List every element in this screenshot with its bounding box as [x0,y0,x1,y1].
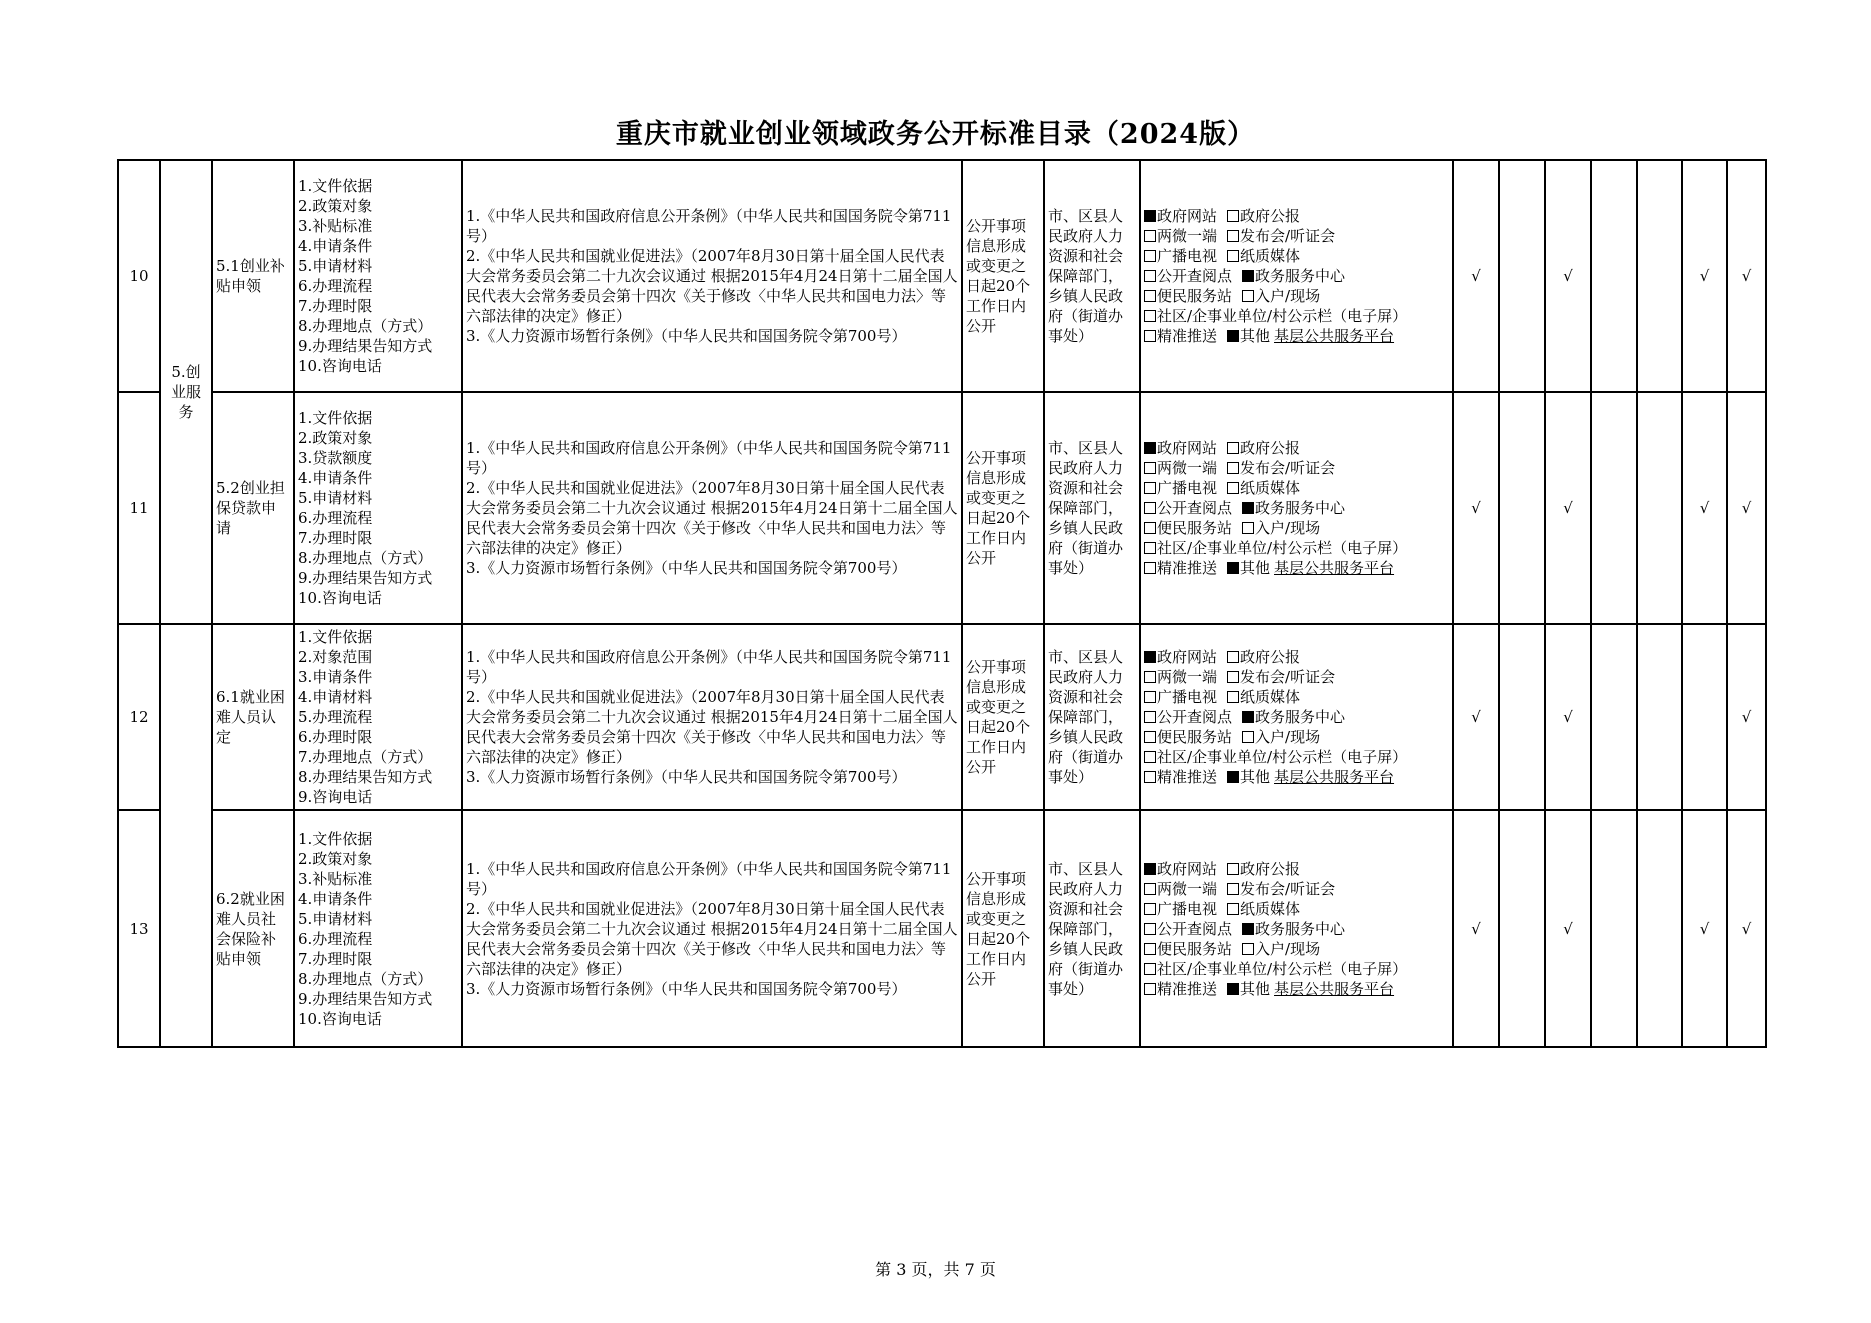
category-cell: 5.创业服务 [160,160,212,624]
check-cell [1499,392,1545,624]
check-cell [1727,624,1766,810]
unchecked-box-icon [1144,983,1156,995]
content-item: 4.申请条件 [298,237,373,255]
channel-label: 公开查阅点 [1157,267,1233,285]
channel-line [1144,518,1449,538]
channel-line [1144,326,1449,346]
unchecked-box-icon [1227,863,1239,875]
unchecked-box-icon [1144,963,1156,975]
channel-label: 政务服务中心 [1255,267,1346,285]
content-item: 5.申请材料 [298,909,373,928]
unchecked-box-icon [1144,671,1156,683]
check-mark-icon: √ [1699,919,1710,938]
content-item: 2.对象范围 [298,648,373,666]
content-item: 9.办理结果告知方式 [298,569,433,587]
check-cell [1591,392,1637,624]
content-item: 8.办理结果告知方式 [298,768,433,786]
channel-list [1140,810,1453,1047]
content-item: 5.办理流程 [298,708,373,726]
content-item: 4.申请条件 [298,889,373,908]
page-footer: 第 3 页，共 7 页 [875,1260,996,1279]
unchecked-box-icon [1227,691,1239,703]
basis-item: 3.《人力资源市场暂行条例》（中华人民共和国国务院令第700号） [466,559,907,577]
unchecked-box-icon [1227,250,1239,262]
unchecked-box-icon [1227,903,1239,915]
channel-label: 两微一端 [1157,668,1218,686]
channel-line [1144,727,1449,747]
content-item: 3.申请条件 [298,668,373,686]
basis-item: 3.《人力资源市场暂行条例》（中华人民共和国国务院令第700号） [466,768,907,786]
check-cell [1591,810,1637,1047]
check-cell [1545,624,1591,810]
unchecked-box-icon [1227,442,1239,454]
channel-label: 发布会/听证会 [1240,227,1336,245]
channel-line [1144,478,1449,498]
unchecked-box-icon [1144,330,1156,342]
checked-box-icon [1227,330,1239,342]
channel-label: 便民服务站 [1157,939,1233,958]
unchecked-box-icon [1144,923,1156,935]
check-cell [1591,624,1637,810]
channel-line [1144,979,1449,999]
channel-list [1140,160,1453,392]
check-mark-icon: √ [1699,267,1710,285]
channel-label: 其他 [1240,327,1271,345]
check-cell [1499,160,1545,392]
check-mark-icon: √ [1471,919,1481,938]
content-item: 8.办理地点（方式） [298,549,433,567]
channel-label: 政府公报 [1240,648,1301,666]
channel-line [1144,707,1449,727]
item-name: 5.2创业担保贷款申请 [212,392,294,624]
channel-label: 其他 [1240,979,1271,998]
check-cell [1499,810,1545,1047]
content-item: 3.补贴标准 [298,217,373,235]
basis-item: 1.《中华人民共和国政府信息公开条例》（中华人民共和国国务院令第711号） [466,859,952,898]
unchecked-box-icon [1144,310,1156,322]
channel-line [1144,438,1449,458]
channel-line [1144,939,1449,959]
check-mark-icon: √ [1563,919,1573,938]
unchecked-box-icon [1144,522,1156,534]
content-list [294,392,462,624]
channel-label: 入户/现场 [1255,287,1321,305]
unchecked-box-icon [1242,290,1254,302]
content-item: 6.办理流程 [298,509,373,527]
category-cell [160,624,212,1047]
disclosure-time: 公开事项信息形成或变更之日起20个工作日内公开 [962,624,1044,810]
unchecked-box-icon [1144,751,1156,763]
table-row [118,810,1766,1047]
channel-line [1144,859,1449,879]
content-item: 9.咨询电话 [298,788,373,806]
unchecked-box-icon [1144,290,1156,302]
check-cell [1453,160,1499,392]
unchecked-box-icon [1144,711,1156,723]
channel-label: 政府网站 [1157,859,1218,878]
channel-line [1144,458,1449,478]
table-row [118,624,1766,810]
channel-line [1144,206,1449,226]
content-item: 7.办理时限 [298,949,373,968]
check-mark-icon: √ [1741,267,1752,285]
check-mark-icon: √ [1471,499,1481,517]
channel-label: 发布会/听证会 [1240,668,1336,686]
channel-label: 两微一端 [1157,879,1218,898]
content-item: 2.政策对象 [298,849,373,868]
check-cell [1545,392,1591,624]
row-number: 10 [118,160,160,392]
channel-label: 政务服务中心 [1255,708,1346,726]
check-cell [1453,624,1499,810]
check-cell [1591,160,1637,392]
disclosure-subject: 市、区县人民政府人力资源和社会保障部门，乡镇人民政府（街道办事处） [1044,160,1140,392]
content-item: 3.贷款额度 [298,449,373,467]
content-list [294,810,462,1047]
check-mark-icon: √ [1471,267,1481,285]
unchecked-box-icon [1144,943,1156,955]
channel-label: 政府网站 [1157,439,1218,457]
unchecked-box-icon [1227,883,1239,895]
channel-label: 发布会/听证会 [1240,459,1336,477]
content-item: 6.办理时限 [298,728,373,746]
check-cell [1637,810,1682,1047]
channel-line [1144,498,1449,518]
channel-label: 社区/企事业单位/村公示栏（电子屏） [1157,307,1408,325]
channel-line [1144,667,1449,687]
channel-label: 纸质媒体 [1240,479,1301,497]
channel-label: 便民服务站 [1157,728,1233,746]
channel-label: 社区/企事业单位/村公示栏（电子屏） [1157,748,1408,766]
catalog-table [117,159,1767,1048]
item-name: 5.1创业补贴申领 [212,160,294,392]
disclosure-subject: 市、区县人民政府人力资源和社会保障部门，乡镇人民政府（街道办事处） [1044,624,1140,810]
unchecked-box-icon [1227,671,1239,683]
checked-box-icon [1242,711,1254,723]
basis-item: 1.《中华人民共和国政府信息公开条例》（中华人民共和国国务院令第711号） [466,648,952,686]
content-item: 4.申请条件 [298,469,373,487]
disclosure-time: 公开事项信息形成或变更之日起20个工作日内公开 [962,392,1044,624]
channel-list [1140,392,1453,624]
disclosure-subject: 市、区县人民政府人力资源和社会保障部门，乡镇人民政府（街道办事处） [1044,392,1140,624]
channel-label: 发布会/听证会 [1240,879,1336,898]
channel-label: 社区/企事业单位/村公示栏（电子屏） [1157,539,1408,557]
check-cell [1727,392,1766,624]
channel-label: 两微一端 [1157,459,1218,477]
channel-label: 广播电视 [1157,899,1218,918]
channel-label: 广播电视 [1157,247,1218,265]
check-cell [1499,624,1545,810]
content-item: 5.申请材料 [298,257,373,275]
channel-line [1144,919,1449,939]
content-item: 2.政策对象 [298,197,373,215]
basis-item: 3.《人力资源市场暂行条例》（中华人民共和国国务院令第700号） [466,979,907,998]
basis-item: 2.《中华人民共和国就业促进法》（2007年8月30日第十届全国人民代表大会常务委员会第二十九次会议通过 根据2015年4月24日第十二届全国人民代表大会常务委员会第十四次《关于修改〈中华人民共和国电力法〉等六部法律的决定》修正） [466,899,958,978]
channel-label: 精准推送 [1157,327,1218,345]
channel-line [1144,286,1449,306]
content-item: 3.补贴标准 [298,869,373,888]
unchecked-box-icon [1144,562,1156,574]
channel-label: 广播电视 [1157,479,1218,497]
unchecked-box-icon [1144,502,1156,514]
disclosure-time: 公开事项信息形成或变更之日起20个工作日内公开 [962,810,1044,1047]
channel-label: 入户/现场 [1255,728,1321,746]
checked-box-icon [1144,442,1156,454]
checked-box-icon [1144,651,1156,663]
check-mark-icon: √ [1741,499,1752,517]
check-cell [1727,160,1766,392]
basis-item: 1.《中华人民共和国政府信息公开条例》（中华人民共和国国务院令第711号） [466,439,952,477]
check-cell [1727,810,1766,1047]
content-item: 6.办理流程 [298,929,373,948]
channel-label: 公开查阅点 [1157,499,1233,517]
check-mark-icon: √ [1563,708,1573,726]
table-row [118,392,1766,624]
channel-label: 政府网站 [1157,207,1218,225]
other-channel-text: 基层公共服务平台 [1274,979,1395,998]
unchecked-box-icon [1144,771,1156,783]
unchecked-box-icon [1227,651,1239,663]
channel-line [1144,959,1449,979]
basis-item: 2.《中华人民共和国就业促进法》（2007年8月30日第十届全国人民代表大会常务委员会第二十九次会议通过 根据2015年4月24日第十二届全国人民代表大会常务委员会第十四次《关于修改〈中华人民共和国电力法〉等六部法律的决定》修正） [466,479,958,557]
unchecked-box-icon [1227,482,1239,494]
channel-line [1144,306,1449,326]
content-item: 9.办理结果告知方式 [298,989,433,1008]
check-cell [1637,392,1682,624]
check-cell [1637,624,1682,810]
unchecked-box-icon [1144,691,1156,703]
checked-box-icon [1227,983,1239,995]
content-item: 10.咨询电话 [298,589,382,607]
unchecked-box-icon [1144,462,1156,474]
check-mark-icon: √ [1563,499,1573,517]
unchecked-box-icon [1144,270,1156,282]
channel-label: 便民服务站 [1157,519,1233,537]
disclosure-subject: 市、区县人民政府人力资源和社会保障部门，乡镇人民政府（街道办事处） [1044,810,1140,1047]
check-mark-icon: √ [1471,708,1481,726]
content-item: 5.申请材料 [298,489,373,507]
channel-label: 入户/现场 [1255,939,1321,958]
checked-box-icon [1242,502,1254,514]
row-number: 12 [118,624,160,810]
page-title: 重庆市就业创业领域政务公开标准目录（2024版） [615,119,1256,150]
channel-line [1144,226,1449,246]
unchecked-box-icon [1144,903,1156,915]
other-channel-text: 基层公共服务平台 [1274,327,1395,345]
other-channel-text: 基层公共服务平台 [1274,768,1395,786]
unchecked-box-icon [1242,943,1254,955]
content-item: 8.办理地点（方式） [298,317,433,335]
checked-box-icon [1227,562,1239,574]
basis-item: 2.《中华人民共和国就业促进法》（2007年8月30日第十届全国人民代表大会常务委员会第二十九次会议通过 根据2015年4月24日第十二届全国人民代表大会常务委员会第十四次《关于修改〈中华人民共和国电力法〉等六部法律的决定》修正） [466,247,958,325]
basis-list [462,160,962,392]
check-mark-icon: √ [1563,267,1573,285]
basis-list [462,810,962,1047]
item-name: 6.2就业困难人员社会保险补贴申领 [212,810,294,1047]
channel-line [1144,687,1449,707]
check-cell [1545,810,1591,1047]
row-number: 13 [118,810,160,1047]
channel-label: 其他 [1240,559,1271,577]
checked-box-icon [1144,210,1156,222]
unchecked-box-icon [1144,482,1156,494]
unchecked-box-icon [1227,210,1239,222]
content-item: 1.文件依据 [298,829,373,848]
basis-list [462,392,962,624]
unchecked-box-icon [1144,250,1156,262]
channel-label: 精准推送 [1157,559,1218,577]
content-item: 7.办理地点（方式） [298,748,433,766]
channel-label: 政府公报 [1240,439,1301,457]
unchecked-box-icon [1227,462,1239,474]
unchecked-box-icon [1227,230,1239,242]
channel-label: 纸质媒体 [1240,247,1301,265]
channel-list [1140,624,1453,810]
channel-label: 政府公报 [1240,859,1301,878]
basis-item: 1.《中华人民共和国政府信息公开条例》（中华人民共和国国务院令第711号） [466,207,952,245]
content-item: 1.文件依据 [298,628,373,646]
check-mark-icon: √ [1741,708,1752,726]
basis-list [462,624,962,810]
content-list [294,624,462,810]
channel-line [1144,767,1449,787]
channel-label: 纸质媒体 [1240,688,1301,706]
channel-label: 社区/企事业单位/村公示栏（电子屏） [1157,959,1408,978]
channel-line [1144,558,1449,578]
table-row [118,160,1766,392]
channel-label: 政务服务中心 [1255,919,1346,938]
unchecked-box-icon [1242,731,1254,743]
content-item: 10.咨询电话 [298,1009,382,1028]
channel-label: 精准推送 [1157,979,1218,998]
content-item: 7.办理时限 [298,297,373,315]
content-item: 4.申请材料 [298,688,373,706]
content-item: 6.办理流程 [298,277,373,295]
basis-item: 2.《中华人民共和国就业促进法》（2007年8月30日第十届全国人民代表大会常务委员会第二十九次会议通过 根据2015年4月24日第十二届全国人民代表大会常务委员会第十四次《关于修改〈中华人民共和国电力法〉等六部法律的决定》修正） [466,688,958,766]
content-list [294,160,462,392]
channel-label: 政务服务中心 [1255,499,1346,517]
unchecked-box-icon [1144,230,1156,242]
check-mark-icon: √ [1741,919,1752,938]
channel-label: 公开查阅点 [1157,708,1233,726]
channel-label: 两微一端 [1157,227,1218,245]
check-cell [1682,160,1727,392]
channel-label: 精准推送 [1157,768,1218,786]
content-item: 10.咨询电话 [298,357,382,375]
channel-line [1144,747,1449,767]
item-name: 6.1就业困难人员认定 [212,624,294,810]
unchecked-box-icon [1242,522,1254,534]
unchecked-box-icon [1144,731,1156,743]
check-cell [1682,624,1727,810]
check-cell [1453,810,1499,1047]
content-item: 2.政策对象 [298,429,373,447]
content-item: 8.办理地点（方式） [298,969,433,988]
channel-label: 入户/现场 [1255,519,1321,537]
other-channel-text: 基层公共服务平台 [1274,559,1395,577]
channel-label: 其他 [1240,768,1271,786]
content-item: 1.文件依据 [298,409,373,427]
channel-label: 政府公报 [1240,207,1301,225]
row-number: 11 [118,392,160,624]
check-cell [1682,810,1727,1047]
channel-line [1144,538,1449,558]
channel-label: 纸质媒体 [1240,899,1301,918]
basis-item: 3.《人力资源市场暂行条例》（中华人民共和国国务院令第700号） [466,327,907,345]
checked-box-icon [1227,771,1239,783]
checked-box-icon [1242,270,1254,282]
content-item: 1.文件依据 [298,177,373,195]
channel-line [1144,879,1449,899]
unchecked-box-icon [1144,883,1156,895]
content-item: 7.办理时限 [298,529,373,547]
channel-line [1144,899,1449,919]
channel-label: 便民服务站 [1157,287,1233,305]
checked-box-icon [1144,863,1156,875]
check-cell [1453,392,1499,624]
content-item: 9.办理结果告知方式 [298,337,433,355]
check-cell [1637,160,1682,392]
channel-line [1144,647,1449,667]
channel-line [1144,246,1449,266]
check-cell [1682,392,1727,624]
channel-label: 政府网站 [1157,648,1218,666]
channel-label: 广播电视 [1157,688,1218,706]
disclosure-time: 公开事项信息形成或变更之日起20个工作日内公开 [962,160,1044,392]
check-mark-icon: √ [1699,499,1710,517]
unchecked-box-icon [1144,542,1156,554]
channel-label: 公开查阅点 [1157,919,1233,938]
channel-line [1144,266,1449,286]
check-cell [1545,160,1591,392]
checked-box-icon [1242,923,1254,935]
